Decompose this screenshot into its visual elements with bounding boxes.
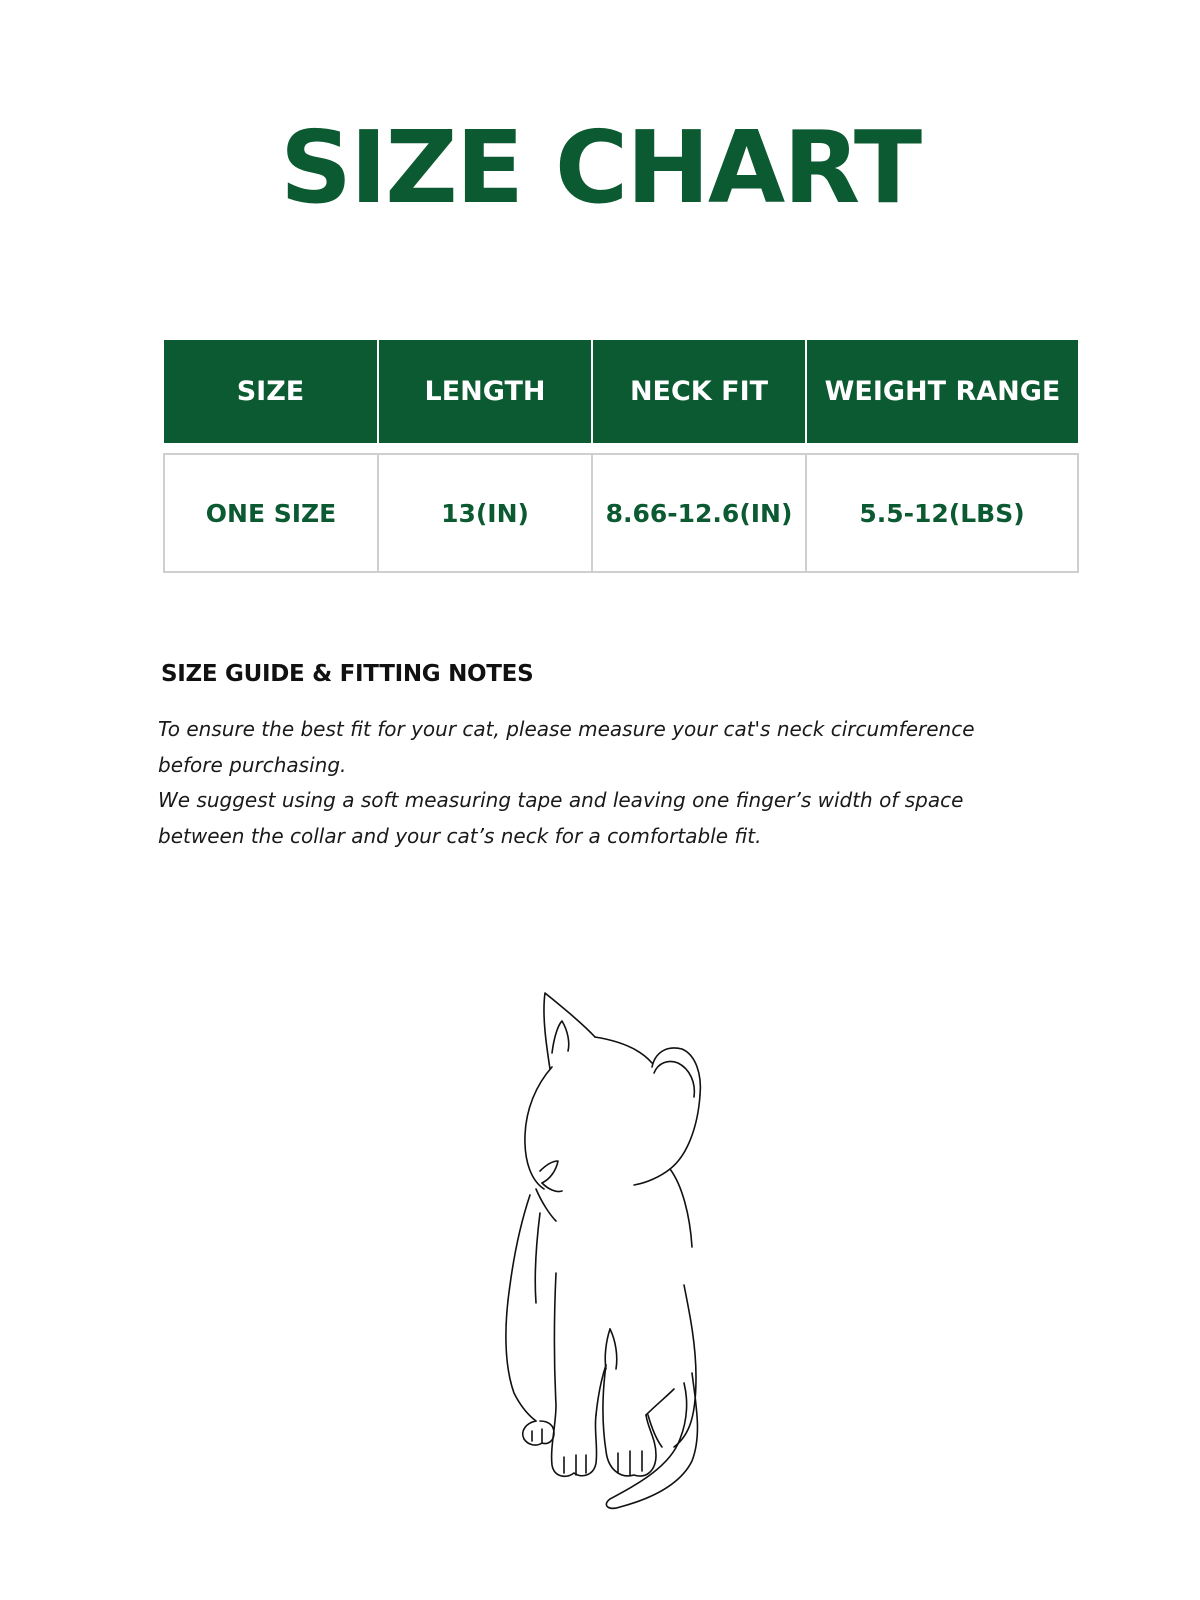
- page-title: SIZE CHART: [279, 109, 921, 226]
- cat-illustration: [470, 985, 760, 1525]
- header-weight-range: WEIGHT RANGE: [806, 340, 1078, 443]
- table-header-row: [164, 340, 1078, 443]
- cell-size: ONE SIZE: [164, 454, 378, 572]
- notes-paragraph-measure: To ensure the best fit for your cat, please measure your cat's neck circumference before purchasing.: [158, 717, 975, 777]
- header-length: LENGTH: [378, 340, 592, 443]
- notes-body: [158, 712, 1018, 854]
- header-size: SIZE: [164, 340, 378, 443]
- cell-neck-fit: 8.66-12.6(IN): [592, 454, 806, 572]
- notes-paragraph-tape: We suggest using a soft measuring tape and leaving one finger’s width of space between the collar and your cat’s neck for a comfortable fit.: [158, 788, 964, 848]
- notes-heading: SIZE GUIDE & FITTING NOTES: [161, 661, 534, 687]
- cell-length: 13(IN): [378, 454, 592, 572]
- cell-weight-range: 5.5-12(LBS): [806, 454, 1078, 572]
- header-neck-fit: NECK FIT: [592, 340, 806, 443]
- table-row: [164, 454, 1078, 572]
- size-chart-table: [163, 340, 1079, 573]
